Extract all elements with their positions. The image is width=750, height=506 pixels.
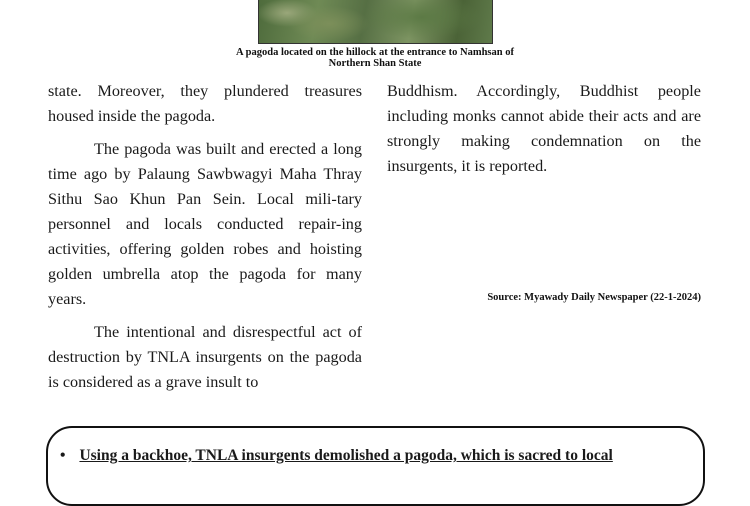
caption-line-1: A pagoda located on the hillock at the entrance to Namhsan of bbox=[236, 47, 514, 58]
highlight-box bbox=[46, 426, 705, 506]
source-credit: Source: Myawady Daily Newspaper (22-1-2024) bbox=[487, 292, 701, 303]
paragraph-condemnation: Buddhism. Accordingly, Buddhist people including monks cannot abide their acts and are strongly making condemnation on the insurgents, it is reported. bbox=[387, 82, 701, 175]
caption-line-2: Northern Shan State bbox=[328, 58, 422, 69]
paragraph-pagoda-history: The pagoda was built and erected a long time ago by Palaung Sawbwagyi Maha Thray Sithu Sao Khun Pan Sein. Local mili-tary personnel and locals conducted repair-ing activities, offering golden robes and hoisting golden umbrella atop the pagoda for many years. bbox=[48, 140, 362, 308]
pagoda-photo bbox=[258, 0, 493, 44]
highlight-bullet-text: Using a backhoe, TNLA insurgents demolished a pagoda, which is sacred to local bbox=[79, 447, 613, 464]
photo-caption bbox=[150, 47, 600, 69]
paragraph-destruction: The intentional and disrespectful act of destruction by TNLA insurgents on the pagoda is considered as a grave insult to bbox=[48, 323, 362, 391]
paragraph-continuation: state. Moreover, they plundered treasures housed inside the pagoda. bbox=[48, 82, 362, 125]
right-column bbox=[387, 79, 701, 187]
highlight-bullet-item bbox=[60, 447, 700, 465]
left-column bbox=[48, 79, 362, 403]
bullet-marker: • bbox=[60, 447, 66, 464]
